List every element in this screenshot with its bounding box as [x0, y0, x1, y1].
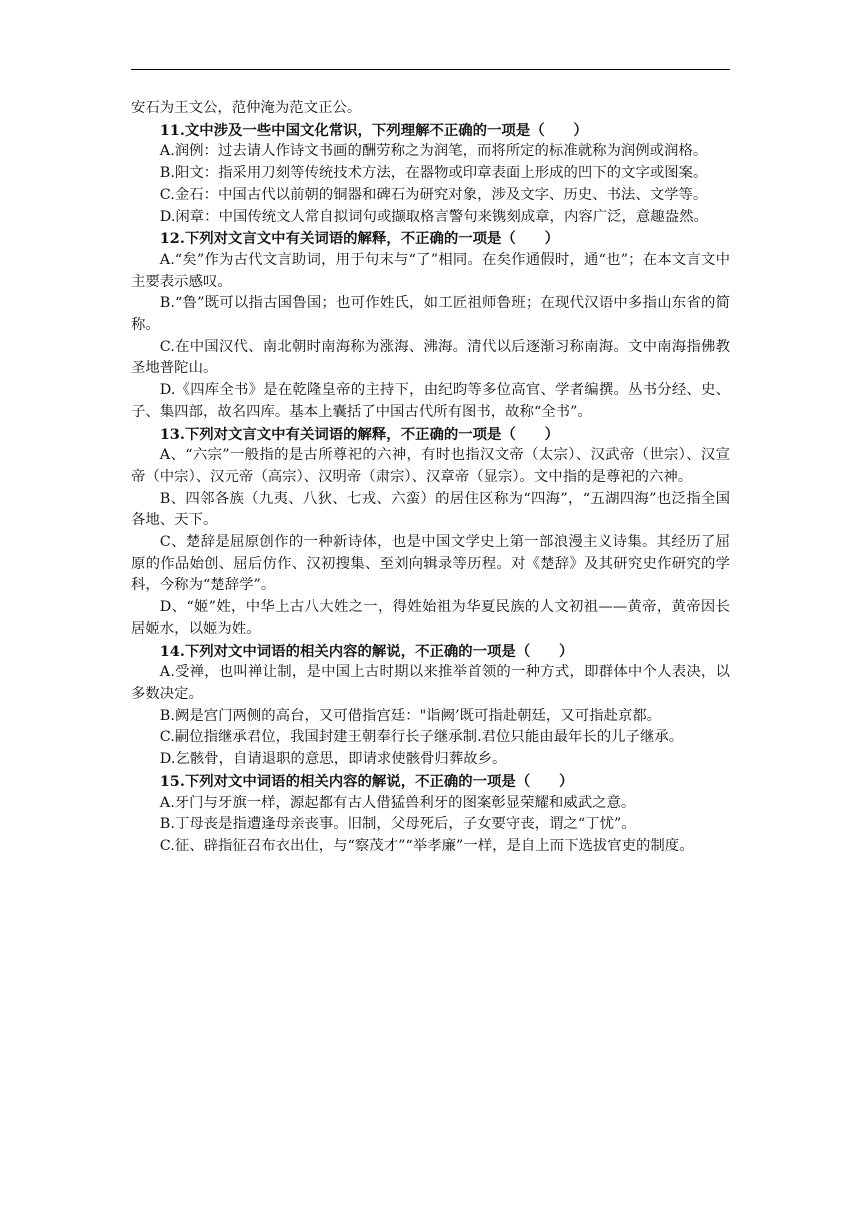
q11-option-c: C.金石：中国古代以前朝的铜器和碑石为研究对象，涉及文字、历史、书法、文学等。: [159, 186, 708, 203]
q12-option-d: D.《四库全书》是在乾隆皇帝的主持下，由纪昀等多位高官、学者编撰。丛书分经、史、子、集四部，故名四库。基本上囊括了中国古代所有图书，故称“全书”。: [131, 382, 730, 420]
q14-option-d: D.乞骸骨，自请退职的意思，即请求使骸骨归葬故乡。: [159, 751, 507, 768]
question-14: 14.下列对文中词语的相关内容的解说，不正确的一项是（ ）: [159, 642, 574, 660]
q14-option-c: C.嗣位指继承君位，我国封建王朝奉行长子继承制.君位只能由最年长的儿子继承。: [159, 729, 684, 746]
q12-option-c: C.在中国汉代、南北朝时南海称为涨海、沸海。清代以后逐渐习称南海。文中南海指佛教圣地普陀山。: [131, 338, 730, 377]
header-rule: [131, 69, 730, 70]
question-13: 13.下列对文言文中有关词语的解释，不正确的一项是（ ）: [159, 425, 559, 443]
q11-option-d: D.闲章：中国传统文人常自拟词句或撷取格言警句来镌刻成章，内容广泛，意趣盎然。: [159, 208, 708, 225]
q11-option-a: A.润例：过去请人作诗文书画的酬劳称之为润笔，而将所定的标准就称为润例或润格。: [159, 143, 708, 160]
document-body: [131, 98, 730, 858]
question-12: 12.下列对文言文中有关词语的解释，不正确的一项是（ ）: [159, 230, 559, 248]
question-15: 15.下列对文中词语的相关内容的解说，不正确的一项是（ ）: [159, 772, 574, 790]
q13-option-b: B、四邻各族（九夷、八狄、七戎、六蛮）的居住区称为“四海”，“五湖四海”也泛指全国各地、天下。: [131, 490, 730, 529]
q14-option-b: B.阙是宫门两侧的高台，又可借指宫廷："诣阙’既可指赴朝廷，又可指赴京都。: [159, 707, 662, 724]
q13-option-c: C、楚辞是屈原创作的一种新诗体，也是中国文学史上第一部浪漫主义诗集。其经历了屈原的作品始创、屈后仿作、汉初搜集、至刘向辑录等历程。对《楚辞》及其研究史作研究的学科，今称为“楚辞学”。: [131, 534, 730, 594]
question-11: 11.文中涉及一些中国文化常识，下列理解不正确的一项是（ ）: [159, 121, 588, 139]
q13-option-d: D、“姬”姓，中华上古八大姓之一，得姓始祖为华夏民族的人文初祖——黄帝，黄帝因长居姬水，以姬为姓。: [131, 599, 730, 637]
q11-option-b: B.阳文：指采用刀刻等传统技术方法，在器物或印章表面上形成的凹下的文字或图案。: [159, 165, 708, 182]
q14-option-a: A.受禅，也叫禅让制，是中国上古时期以来推举首领的一种方式，即群体中个人表决，以多数决定。: [131, 664, 730, 702]
q12-option-b: B.“鲁”既可以指古国鲁国；也可作姓氏，如工匠祖师鲁班；在现代汉语中多指山东省的简称。: [131, 295, 730, 334]
q12-option-a: A.“矣”作为古代文言助词，用于句末与“了”相同。在矣作通假时，通“也”；在本文言文中主要表示感叹。: [131, 251, 730, 290]
q15-option-c: C.征、辟指征召布衣出仕，与“察茂才”“举孝廉”一样，是自上而下选拔官吏的制度。: [159, 837, 694, 854]
q13-option-a: A、“六宗”一般指的是古所尊祀的六神，有时也指汉文帝（太宗）、汉武帝（世宗）、汉宣帝（中宗）、汉元帝（高宗）、汉明帝（肃宗）、汉章帝（显宗）。文中指的是尊祀的六神。: [131, 447, 730, 485]
intro-line: 安石为王文公，范仲淹为范文正公。: [131, 100, 362, 116]
q15-option-a: A.牙门与牙旗一样，源起都有古人借猛兽利牙的图案彰显荣耀和威武之意。: [159, 794, 636, 811]
q15-option-b: B.丁母丧是指遭逢母亲丧事。旧制，父母死后，子女要守丧，谓之“丁忧”。: [159, 816, 636, 833]
